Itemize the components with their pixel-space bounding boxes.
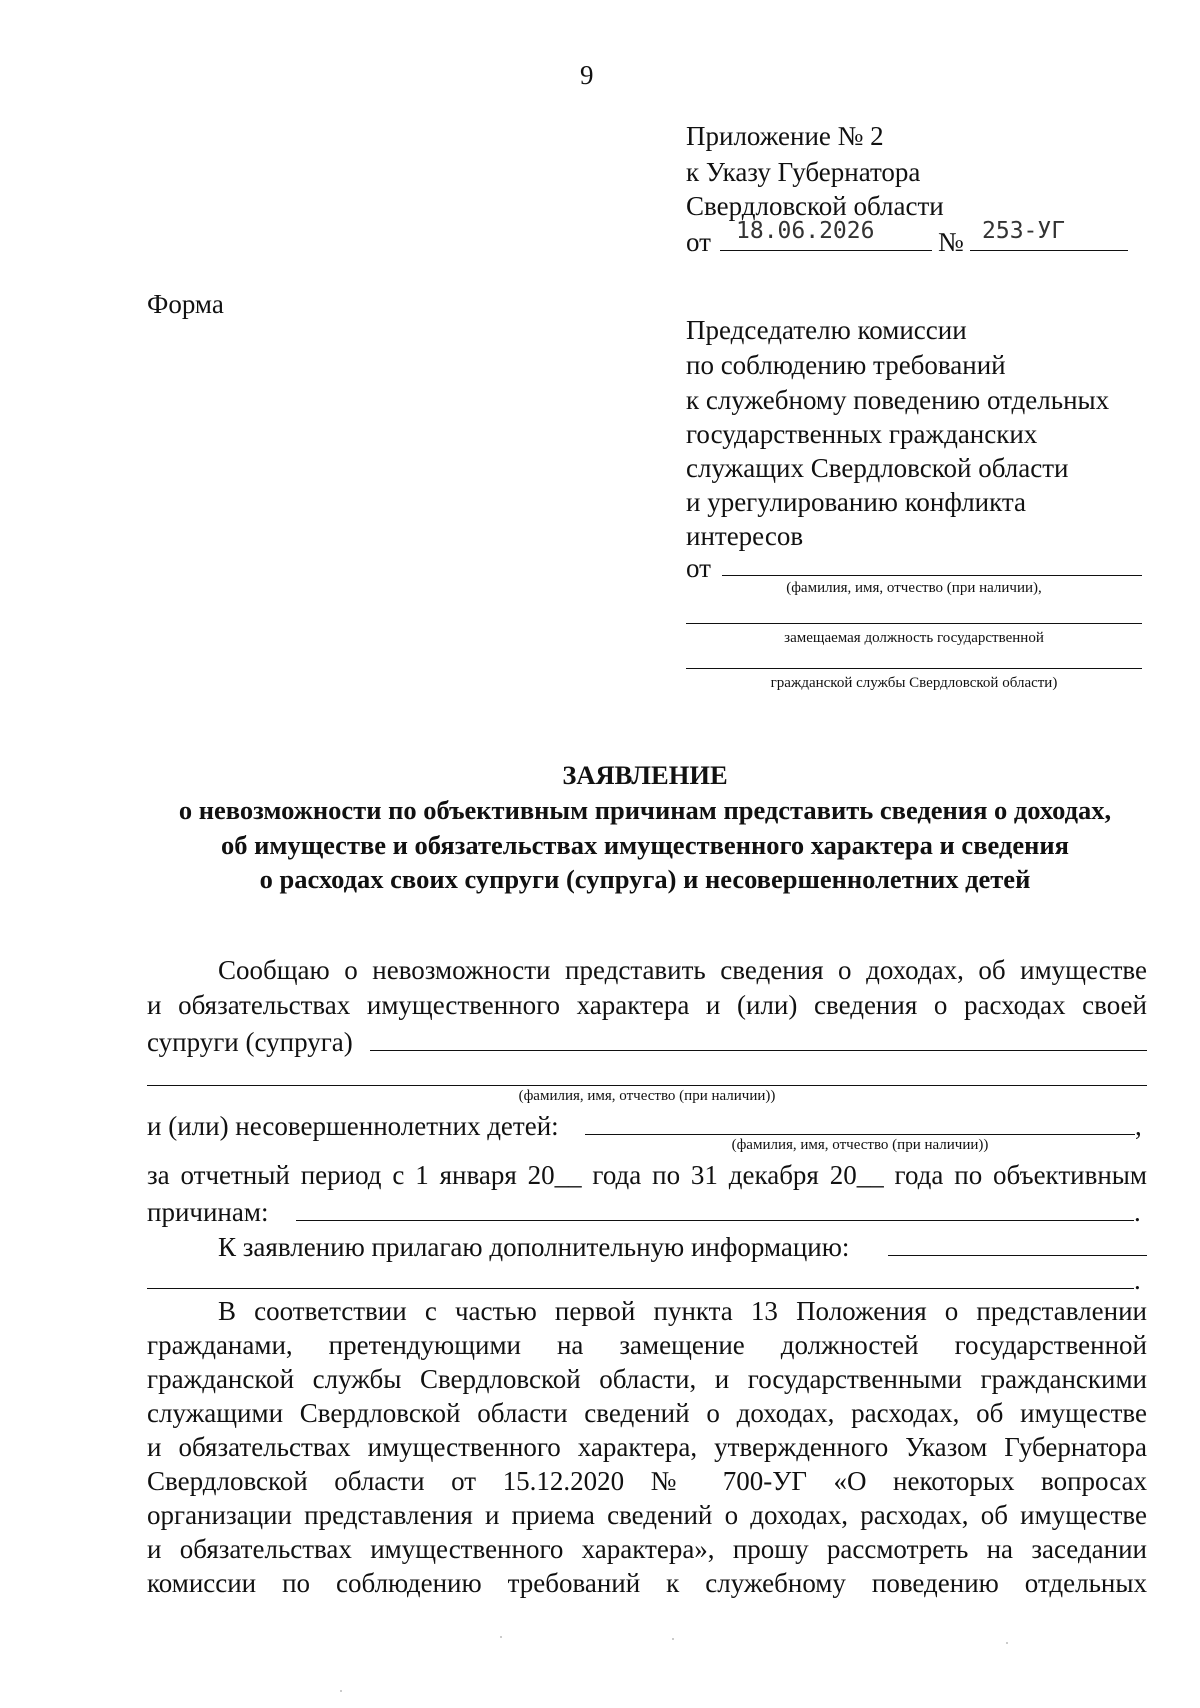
addressee-line: служащих Свердловской области bbox=[686, 453, 1069, 483]
body-paragraph-2-line: организации представления и приема сведений о доходах, расходах, об имуществе bbox=[147, 1500, 1147, 1530]
period-line: за отчетный период с 1 января 20__ года по 31 декабря 20__ года по объективным bbox=[147, 1160, 1147, 1190]
attach-end: . bbox=[1134, 1265, 1141, 1295]
body-paragraph-2-line: В соответствии с частью первой пункта 13 Положения о представлении bbox=[218, 1296, 1147, 1326]
spouse-name-underline-2 bbox=[147, 1085, 1147, 1086]
form-label: Форма bbox=[147, 289, 224, 319]
addressee-service-underline bbox=[686, 668, 1142, 669]
appendix-number-value: 253-УГ bbox=[982, 218, 1066, 244]
body-paragraph-2-line: и обязательствах имущественного характера, утвержденного Указом Губернатора bbox=[147, 1432, 1147, 1462]
children-end: , bbox=[1135, 1111, 1142, 1141]
appendix-line-3: Свердловской области bbox=[686, 191, 944, 221]
attach-underline-2 bbox=[147, 1288, 1134, 1289]
appendix-number-underline bbox=[970, 250, 1128, 251]
body-paragraph-1-line-2: и обязательствах имущественного характера и (или) сведения о расходах своей bbox=[147, 990, 1147, 1020]
addressee-line: интересов bbox=[686, 521, 804, 551]
scan-speck bbox=[500, 1636, 502, 1638]
scan-speck bbox=[1006, 1642, 1008, 1644]
appendix-date-value: 18.06.2026 bbox=[736, 218, 875, 244]
body-paragraph-2-line: гражданами, претендующими на замещение должностей государственной bbox=[147, 1330, 1147, 1360]
addressee-line: по соблюдению требований bbox=[686, 350, 1006, 380]
addressee-name-underline bbox=[722, 575, 1142, 576]
addressee-line: и урегулированию конфликта bbox=[686, 487, 1027, 517]
addressee-position-underline bbox=[686, 623, 1142, 624]
addressee-service-caption: гражданской службы Свердловской области) bbox=[770, 675, 1058, 691]
attach-label: К заявлению прилагаю дополнительную информацию: bbox=[218, 1232, 850, 1262]
body-paragraph-2-line: гражданской службы Свердловской области, и государственными гражданскими bbox=[147, 1364, 1147, 1394]
reasons-label: причинам: bbox=[147, 1197, 269, 1227]
body-paragraph-2-line: комиссии по соблюдению требований к служебному поведению отдельных bbox=[147, 1568, 1147, 1598]
appendix-line-1: Приложение № 2 bbox=[686, 121, 884, 151]
body-paragraph-2-line: служащими Свердловской области сведений о доходах, расходах, об имуществе bbox=[147, 1398, 1147, 1428]
scan-speck bbox=[672, 1638, 674, 1640]
attach-underline-1 bbox=[888, 1255, 1147, 1256]
page-number: 9 bbox=[580, 60, 594, 90]
children-name-caption: (фамилия, имя, отчество (при наличии)) bbox=[731, 1137, 989, 1153]
addressee-line: к служебному поведению отдельных bbox=[686, 385, 1110, 415]
addressee-line: Председателю комиссии bbox=[686, 315, 967, 345]
document-subtitle-line-1: о невозможности по объективным причинам представить сведения о доходах, bbox=[178, 795, 1112, 825]
appendix-date-underline bbox=[720, 250, 932, 251]
addressee-name-caption: (фамилия, имя, отчество (при наличии), bbox=[786, 580, 1042, 596]
reasons-underline bbox=[296, 1220, 1134, 1221]
appendix-line-2: к Указу Губернатора bbox=[686, 157, 921, 187]
body-paragraph-1-line-1: Сообщаю о невозможности представить сведения о доходах, об имуществе bbox=[218, 955, 1147, 985]
addressee-line: государственных гражданских bbox=[686, 419, 1038, 449]
appendix-number-label: № bbox=[938, 227, 964, 257]
document-subtitle-line-3: о расходах своих супруги (супруга) и несовершеннолетних детей bbox=[259, 864, 1031, 894]
spouse-name-underline-1 bbox=[370, 1050, 1147, 1051]
body-paragraph-2-line: Свердловской области от 15.12.2020 № 700-УГ «О некоторых вопросах bbox=[147, 1466, 1147, 1496]
document-subtitle-line-2: об имуществе и обязательствах имущественного характера и сведения bbox=[221, 830, 1069, 860]
children-name-underline bbox=[585, 1134, 1135, 1135]
reasons-end: . bbox=[1134, 1197, 1141, 1227]
children-label: и (или) несовершеннолетних детей: bbox=[147, 1111, 559, 1141]
body-paragraph-2-line: и обязательствах имущественного характера», прошу рассмотреть на заседании bbox=[147, 1534, 1147, 1564]
spouse-name-caption: (фамилия, имя, отчество (при наличии)) bbox=[518, 1088, 776, 1104]
addressee-from-label: от bbox=[686, 553, 711, 583]
addressee-position-caption: замещаемая должность государственной bbox=[784, 630, 1044, 646]
document-title: ЗАЯВЛЕНИЕ bbox=[562, 760, 728, 790]
scan-speck bbox=[340, 1690, 342, 1692]
spouse-label: супруги (супруга) bbox=[147, 1027, 353, 1057]
appendix-from-label: от bbox=[686, 227, 711, 257]
